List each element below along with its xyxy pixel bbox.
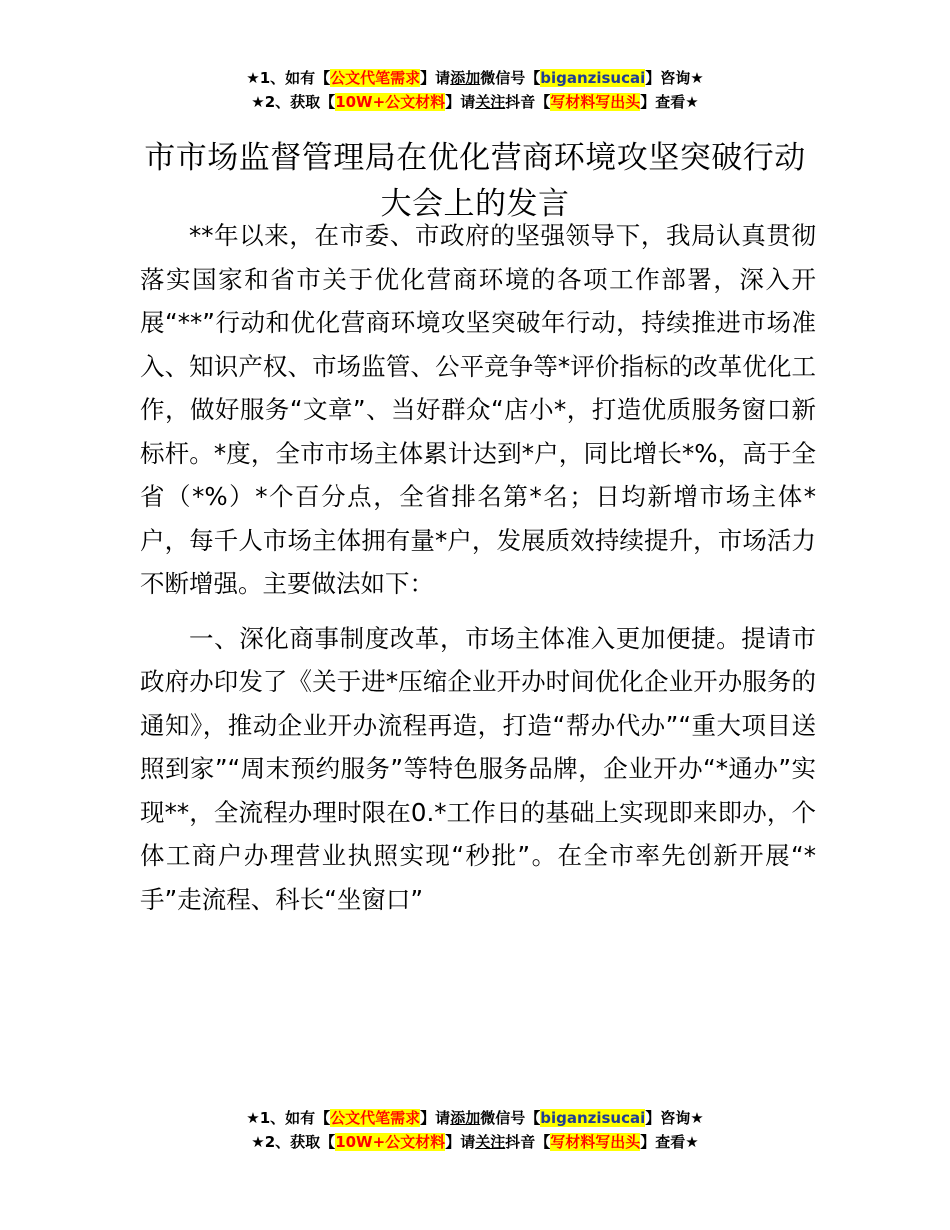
document-title: 市市场监督管理局在优化营商环境攻坚突破行动大会上的发言 — [144, 139, 806, 222]
banner-text: 抖音【 — [505, 93, 551, 111]
banner-text: 1、如有【 — [259, 1109, 331, 1127]
star-icon: ★ — [251, 1133, 265, 1151]
underlined-text: 添加 — [450, 69, 481, 87]
header-banner-line-1 — [0, 66, 950, 90]
footer-banner-line-1 — [0, 1106, 950, 1130]
banner-text: 】请 — [445, 1133, 476, 1151]
paragraph-intro: **年以来，在市委、市政府的坚强领导下，我局认真贯彻落实国家和省市关于优化营商环境的各项工作部署，深入开展“**”行动和优化营商环境攻坚突破年行动，持续推进市场准入、知识产权、市场监管、公平竞争等*评价指标的改革优化工作，做好服务“文章”、当好群众“店小*，打造优质服务窗口新标杆。*度，全市市场主体累计达到*户，同比增长*%，高于全省（*%）*个百分点，全省排名第*名；日均新增市场主体*户，每千人市场主体拥有量*户，发展质效持续提升，市场活力不断增强。主要做法如下： — [140, 221, 816, 598]
banner-text: 】查看★ — [640, 1133, 699, 1151]
banner-text: 】咨询★ — [645, 69, 704, 87]
underlined-text: 添加 — [450, 1109, 481, 1127]
highlight-douyin-account: 写材料写出头 — [550, 1133, 641, 1151]
document-body — [140, 214, 816, 921]
highlight-ghostwriting: 公文代笔需求 — [330, 69, 421, 87]
banner-text: 】咨询★ — [645, 1109, 704, 1127]
highlight-ghostwriting: 公文代笔需求 — [330, 1109, 421, 1127]
underlined-text: 关注 — [475, 93, 506, 111]
banner-text: 】请 — [445, 93, 476, 111]
banner-text: 】请 — [420, 1109, 451, 1127]
star-icon: ★ — [251, 93, 265, 111]
banner-text: 】请 — [420, 69, 451, 87]
banner-text: 2、获取【 — [264, 1133, 336, 1151]
banner-text: 抖音【 — [505, 1133, 551, 1151]
star-icon: ★ — [246, 1109, 260, 1127]
footer-banner — [0, 1106, 950, 1154]
highlight-wechat-id: biganzisucai — [540, 69, 646, 87]
banner-text: 】查看★ — [640, 93, 699, 111]
header-banner — [0, 66, 950, 114]
header-banner-line-2 — [0, 90, 950, 114]
highlight-materials: 10W+公文材料 — [335, 93, 446, 111]
star-icon: ★ — [246, 69, 260, 87]
paragraph-section-1: 一、深化商事制度改革，市场主体准入更加便捷。提请市政府办印发了《关于进*压缩企业开办时间优化企业开办服务的通知》，推动企业开办流程再造，打造“帮办代办”“重大项目送照到家”“周末预约服务”等特色服务品牌，企业开办“*通办”实现**，全流程办理时限在0.*工作日的基础上实现即来即办，个体工商户办理营业执照实现“秒批”。在全市率先创新开展“*手”走流程、科长“坐窗口” — [140, 623, 816, 914]
banner-text: 2、获取【 — [264, 93, 336, 111]
highlight-douyin-account: 写材料写出头 — [550, 93, 641, 111]
banner-text: 微信号【 — [480, 69, 541, 87]
highlight-wechat-id: biganzisucai — [540, 1109, 646, 1127]
banner-text: 微信号【 — [480, 1109, 541, 1127]
banner-text: 1、如有【 — [259, 69, 331, 87]
footer-banner-line-2 — [0, 1130, 950, 1154]
highlight-materials: 10W+公文材料 — [335, 1133, 446, 1151]
underlined-text: 关注 — [475, 1133, 506, 1151]
